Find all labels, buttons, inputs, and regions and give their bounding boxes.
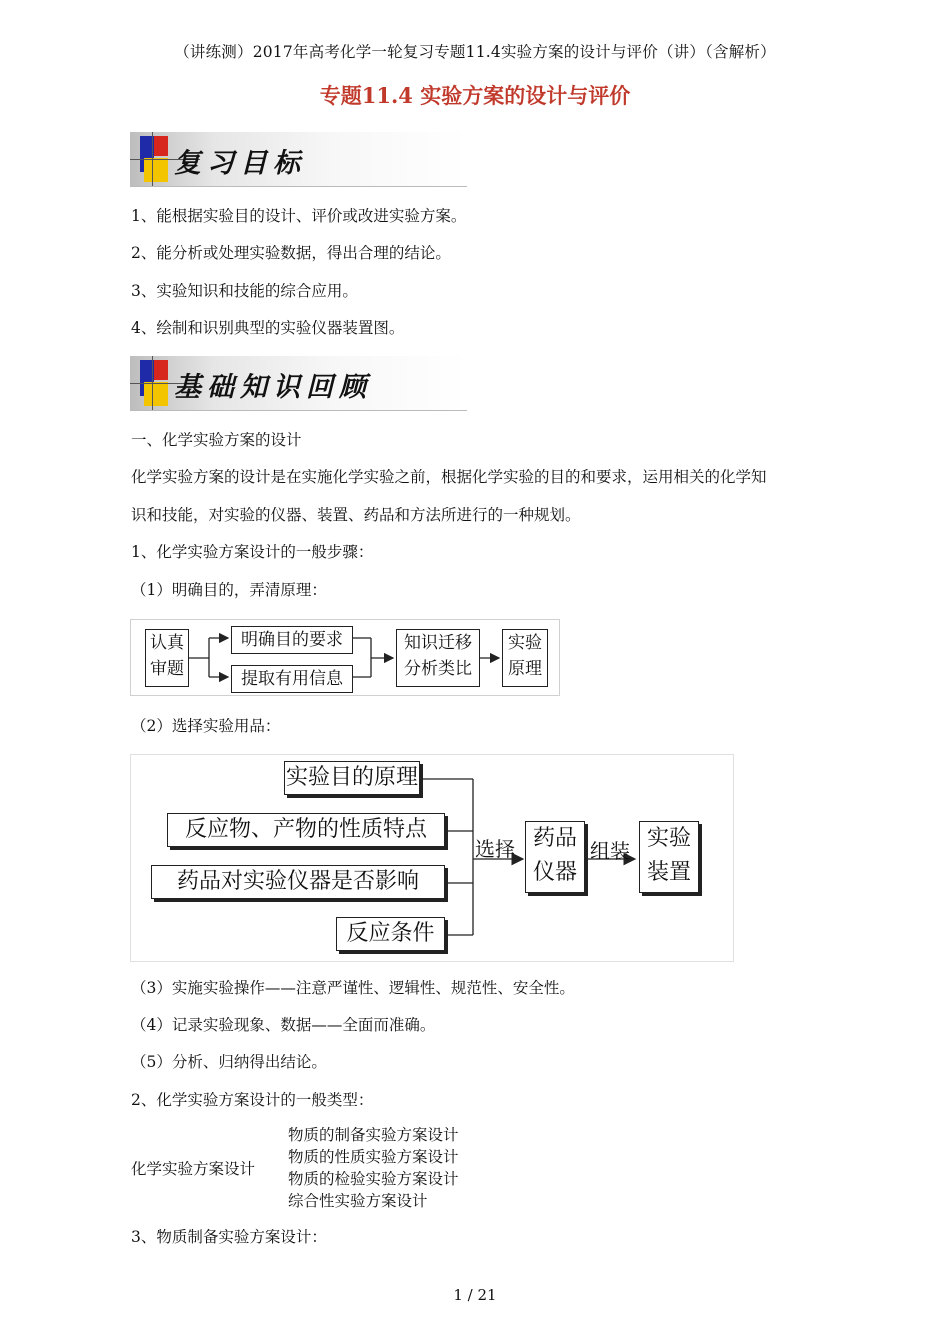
page-title: 专题11.4 实验方案的设计与评价	[319, 83, 631, 108]
step-item: （5）分析、归纳得出结论。	[131, 1053, 327, 1071]
types-root-label: 化学实验方案设计	[131, 1160, 256, 1178]
type-item-comprehensive: 综合性实验方案设计	[288, 1192, 428, 1210]
type-item-detection: 物质的检验实验方案设计	[288, 1170, 459, 1188]
step-item: （1）明确目的，弄清原理：	[131, 581, 327, 599]
banner-decor-yellow	[144, 382, 168, 406]
input-box-reaction-conditions: 反应条件	[336, 917, 445, 951]
type-item-property: 物质的性质实验方案设计	[288, 1148, 459, 1166]
subsection-heading: 2、化学实验方案设计的一般类型：	[131, 1091, 374, 1109]
page-number: 1 / 21	[453, 1286, 497, 1304]
banner-decor-yellow	[144, 158, 168, 182]
flow-diagram-select-materials	[130, 754, 734, 962]
step-item: （4）记录实验现象、数据——全面而准确。	[131, 1016, 436, 1034]
document-header: （讲练测）2017年高考化学一轮复习专题11.4实验方案的设计与评价（讲）（含解析）	[174, 43, 776, 61]
paragraph-line: 识和技能，对实验的仪器、装置、药品和方法所进行的一种规划。	[131, 506, 581, 524]
goal-item-1: 1、能根据实验目的设计、评价或改进实验方案。	[131, 207, 467, 225]
flow-box-clarify-goal: 明确目的要求	[231, 626, 353, 654]
output-box-experiment-setup: 实验 装置	[639, 821, 699, 893]
input-box-reagent-effect: 药品对实验仪器是否影响	[151, 865, 445, 899]
flow-box-read-question: 认真 审题	[145, 629, 189, 687]
flow-box-extract-info: 提取有用信息	[231, 665, 353, 693]
step-item: （3）实施实验操作——注意严谨性、逻辑性、规范性、安全性。	[131, 979, 575, 997]
flow-box-experiment-principle: 实验 原理	[502, 629, 548, 687]
banner-review-goals	[130, 132, 467, 187]
subsection-heading: 1、化学实验方案设计的一般步骤：	[131, 543, 374, 561]
banner-label: 复习目标	[174, 148, 306, 179]
input-box-purpose-principle: 实验目的原理	[284, 761, 420, 795]
label-select: 选择	[475, 837, 515, 861]
flow-diagram-principle	[130, 619, 560, 696]
banner-decor-red	[154, 360, 168, 380]
step-item: （2）选择实验用品：	[131, 717, 281, 735]
banner-decor-red	[154, 136, 168, 156]
subsection-heading: 3、物质制备实验方案设计：	[131, 1228, 327, 1246]
banner-basic-knowledge	[130, 356, 467, 411]
type-item-preparation: 物质的制备实验方案设计	[288, 1126, 459, 1144]
section-heading: 一、化学实验方案的设计	[131, 431, 302, 449]
goal-item-4: 4、绘制和识别典型的实验仪器装置图。	[131, 319, 405, 337]
banner-label: 基础知识回顾	[174, 372, 372, 403]
paragraph-line: 化学实验方案的设计是在实施化学实验之前，根据化学实验的目的和要求，运用相关的化学知	[131, 468, 767, 486]
flow-box-knowledge-transfer: 知识迁移 分析类比	[396, 629, 480, 687]
mid-box-reagents-instruments: 药品 仪器	[525, 821, 585, 893]
label-assemble: 组装	[590, 839, 630, 863]
input-box-reactant-properties: 反应物、产物的性质特点	[167, 813, 445, 847]
goal-item-2: 2、能分析或处理实验数据，得出合理的结论。	[131, 244, 451, 262]
goal-item-3: 3、实验知识和技能的综合应用。	[131, 282, 358, 300]
